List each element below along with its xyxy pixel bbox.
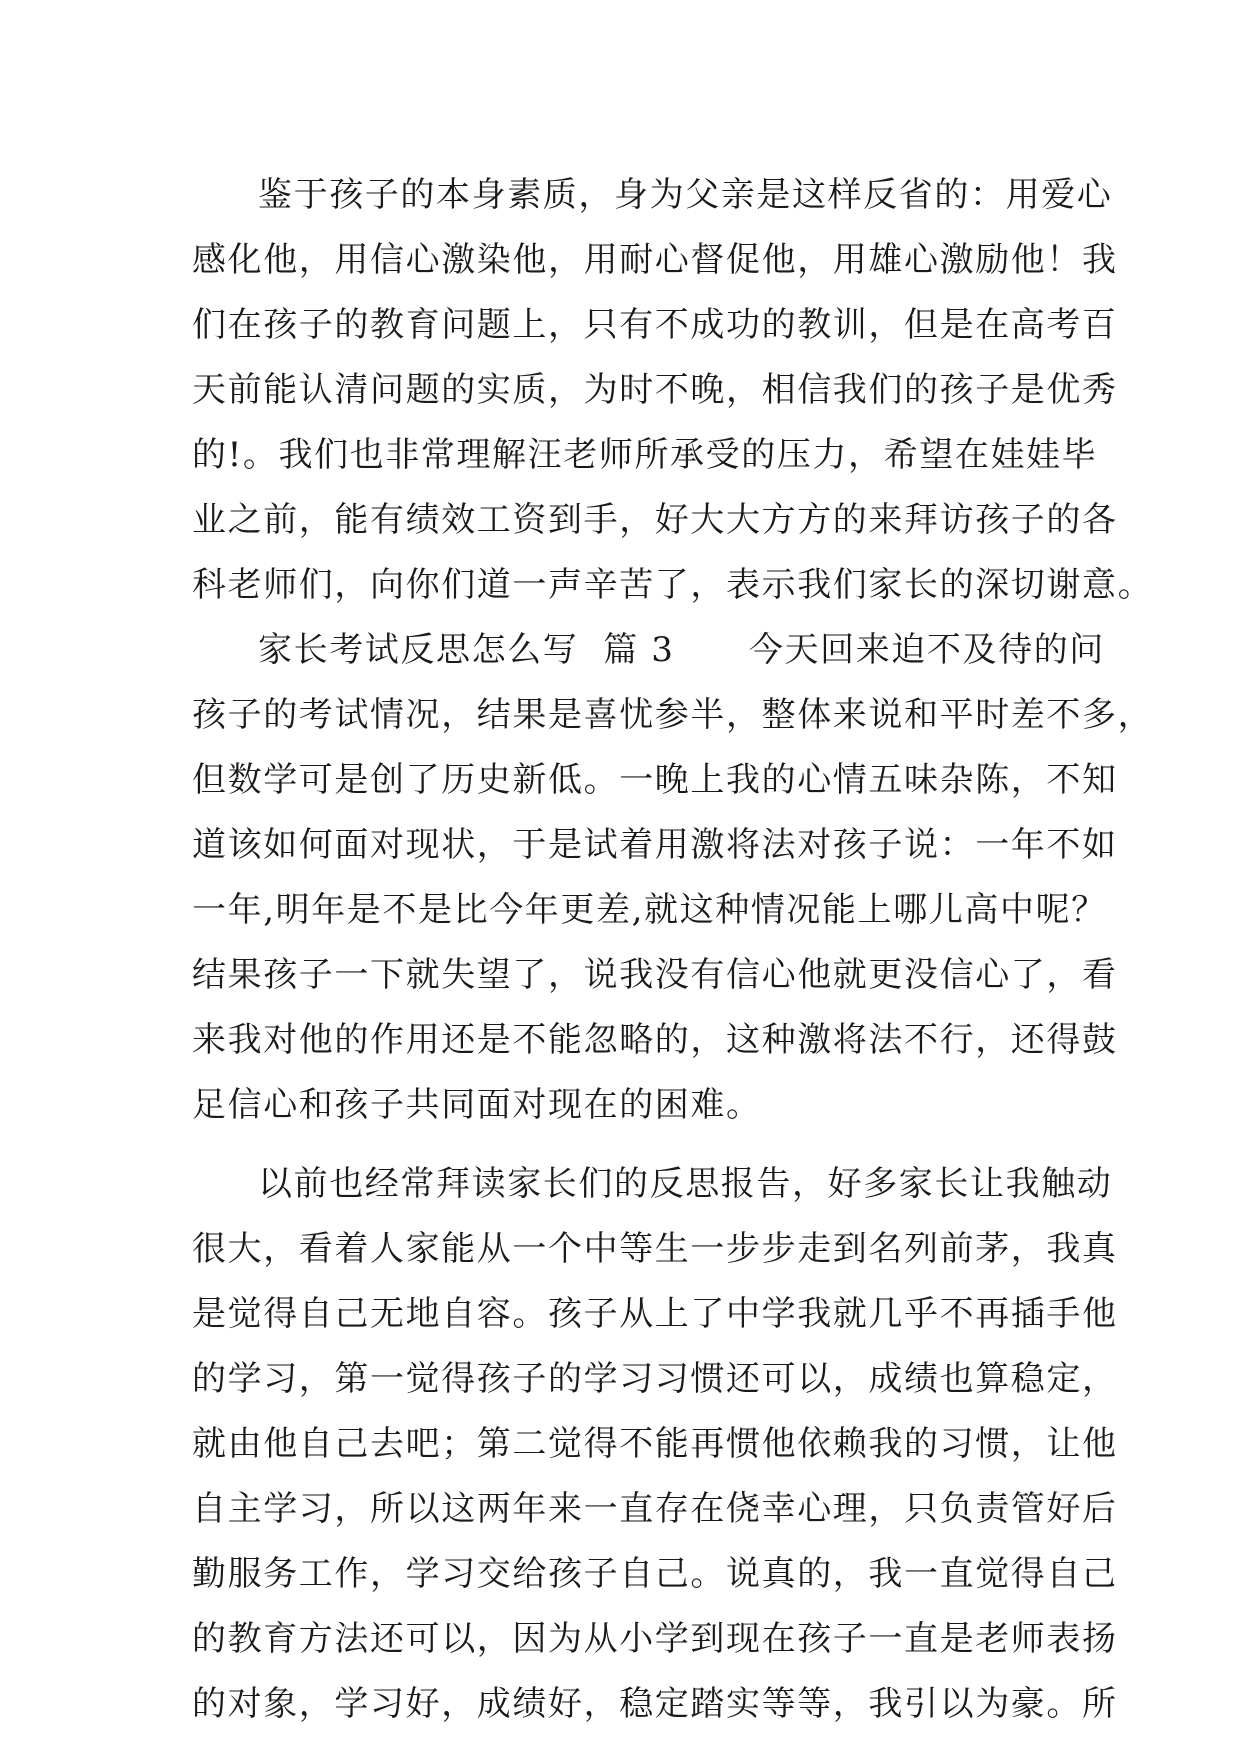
text-line: 足信心和孩子共同面对现在的困难。: [192, 1085, 762, 1125]
text-line: 一年,明年是不是比今年更差,就这种情况能上哪儿高中呢？: [192, 890, 1107, 930]
text-line: 们在孩子的教育问题上，只有不成功的教训，但是在高考百: [192, 305, 1118, 345]
document-body: [192, 163, 1154, 1737]
text-line: 业之前，能有绩效工资到手，好大大方方的来拜访孩子的各: [192, 500, 1118, 540]
text-line: 很大，看着人家能从一个中等生一步步走到名列前茅，我真: [192, 1229, 1118, 1269]
text-line: 的学习，第一觉得孩子的学习习惯还可以，成绩也算稳定，: [192, 1359, 1118, 1399]
paragraph-2: [192, 618, 1154, 1138]
text-line: 科老师们，向你们道一声辛苦了，表示我们家长的深切谢意。: [192, 565, 1154, 605]
text-line: 的教育方法还可以，因为从小学到现在孩子一直是老师表扬: [192, 1619, 1118, 1659]
text-line: 道该如何面对现状，于是试着用激将法对孩子说：一年不如: [192, 825, 1118, 865]
text-line: 勤服务工作，学习交给孩子自己。说真的，我一直觉得自己: [192, 1554, 1118, 1594]
text-line: 鉴于孩子的本身素质，身为父亲是这样反省的：用爱心: [258, 175, 1113, 215]
text-line: 自主学习，所以这两年来一直存在侥幸心理，只负责管好后: [192, 1489, 1118, 1529]
text-line: 以前也经常拜读家长们的反思报告，好多家长让我触动: [258, 1164, 1113, 1204]
text-line: 但数学可是创了历史新低。一晚上我的心情五味杂陈，不知: [192, 760, 1118, 800]
text-line: 的!。我们也非常理解汪老师所承受的压力，希望在娃娃毕: [192, 435, 1098, 475]
text-line: 结果孩子一下就失望了，说我没有信心他就更没信心了，看: [192, 955, 1118, 995]
text-line: 孩子的考试情况，结果是喜忧参半，整体来说和平时差不多，: [192, 695, 1154, 735]
paragraph-1: [192, 163, 1154, 618]
paragraph-3: [192, 1152, 1118, 1737]
paragraph-gap: [192, 1138, 1052, 1152]
text-line: 的对象，学习好，成绩好，稳定踏实等等，我引以为豪。所: [192, 1684, 1118, 1724]
text-line: 来我对他的作用还是不能忽略的，这种激将法不行，还得鼓: [192, 1020, 1118, 1060]
text-line: 就由他自己去吧；第二觉得不能再惯他依赖我的习惯，让他: [192, 1424, 1118, 1464]
text-line: 天前能认清问题的实质，为时不晚，相信我们的孩子是优秀: [192, 370, 1118, 410]
section-heading-line: 家长考试反思怎么写 篇 3 今天回来迫不及待的问: [258, 630, 1105, 670]
text-line: 感化他，用信心激染他，用耐心督促他，用雄心激励他！我: [192, 240, 1118, 280]
text-line: 是觉得自己无地自容。孩子从上了中学我就几乎不再插手他: [192, 1294, 1118, 1334]
